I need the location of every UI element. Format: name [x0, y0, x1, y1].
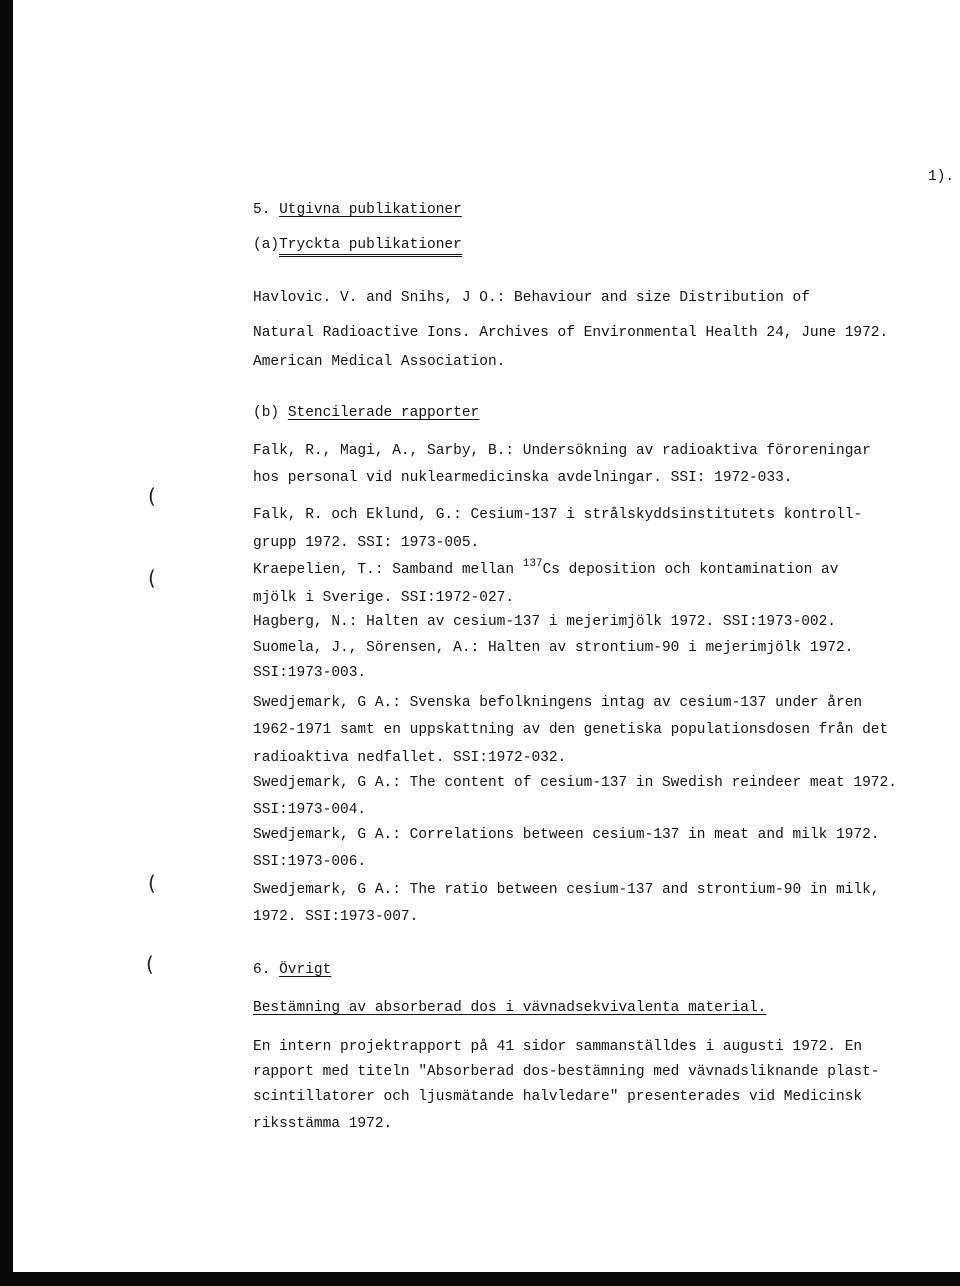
subsection-title: Stencilerade rapporter — [287, 405, 480, 421]
scan-border-left — [0, 0, 13, 1286]
section-title: Övrigt — [279, 962, 332, 978]
reference-line: SSI:1973-003. — [253, 665, 367, 681]
reference-line: American Medical Association. — [253, 354, 506, 370]
subsection-label: (b) — [253, 405, 280, 421]
reference-line: Swedjemark, G A.: The content of cesium-137 in Swedish reindeer meat 1972. — [253, 775, 897, 791]
section-title: Utgivna publikationer — [279, 202, 462, 218]
margin-mark: ( — [148, 484, 156, 508]
subsection-b-heading — [253, 404, 479, 422]
margin-mark: ( — [148, 871, 156, 895]
reference-text: Cs deposition och kontamination av — [542, 562, 839, 578]
isotope-superscript: 137 — [522, 558, 543, 570]
reference-line: Swedjemark, G A.: Svenska befolkningens intag av cesium-137 under åren — [253, 695, 863, 711]
reference-line: hos personal vid nuklearmedicinska avdelningar. SSI: 1972-033. — [253, 470, 793, 486]
paragraph-line: rapport med titeln "Absorberad dos-bestämning med vävnadsliknande plast- — [253, 1064, 880, 1080]
subsection-title: Tryckta publikationer — [279, 237, 462, 257]
paragraph-line: riksstämma 1972. — [253, 1116, 393, 1132]
paragraph-line: scintillatorer och ljusmätande halvledare" presenterades vid Medicinsk — [253, 1089, 863, 1105]
paragraph-line: En intern projektrapport på 41 sidor sammanställdes i augusti 1972. En — [253, 1039, 863, 1055]
reference-line: 1962-1971 samt en uppskattning av den genetiska populationsdosen från det — [253, 722, 889, 738]
reference-line: Swedjemark, G A.: The ratio between cesium-137 and strontium-90 in milk, — [253, 882, 880, 898]
reference-text: Kraepelien, T.: Samband mellan — [253, 562, 523, 578]
margin-mark: ( — [148, 566, 156, 590]
reference-line: Falk, R., Magi, A., Sarby, B.: Undersökning av radioaktiva föroreningar — [253, 443, 871, 459]
section-6-heading — [253, 961, 331, 979]
section-5-heading — [253, 201, 462, 219]
scan-border-bottom — [0, 1272, 960, 1286]
subsection-label: (a) — [253, 237, 280, 253]
page-number: 1). — [928, 169, 955, 185]
reference-line: grupp 1972. SSI: 1973-005. — [253, 535, 480, 551]
reference-line: Falk, R. och Eklund, G.: Cesium-137 i strålskyddsinstitutets kontroll- — [253, 507, 863, 523]
reference-line: Swedjemark, G A.: Correlations between cesium-137 in meat and milk 1972. — [253, 827, 880, 843]
reference-line: 1972. SSI:1973-007. — [253, 909, 419, 925]
margin-mark: ( — [146, 952, 154, 976]
reference-line: Suomela, J., Sörensen, A.: Halten av strontium-90 i mejerimjölk 1972. — [253, 640, 854, 656]
section-number: 6. — [253, 962, 271, 978]
subsection-a-heading — [253, 236, 462, 254]
reference-line: Havlovic. V. and Snihs, J O.: Behaviour and size Distribution of — [253, 290, 810, 306]
reference-line — [253, 558, 839, 580]
reference-line: SSI:1973-004. — [253, 802, 367, 818]
reference-line: Hagberg, N.: Halten av cesium-137 i mejerimjölk 1972. SSI:1973-002. — [253, 614, 836, 630]
reference-line: SSI:1973-006. — [253, 854, 367, 870]
reference-line: radioaktiva nedfallet. SSI:1972-032. — [253, 750, 567, 766]
section-number: 5. — [253, 202, 271, 218]
section-subheading: Bestämning av absorberad dos i vävnadsekvivalenta material. — [253, 1000, 767, 1016]
reference-line: mjölk i Sverige. SSI:1972-027. — [253, 590, 515, 606]
reference-line: Natural Radioactive Ions. Archives of Environmental Health 24, June 1972. — [253, 325, 889, 341]
